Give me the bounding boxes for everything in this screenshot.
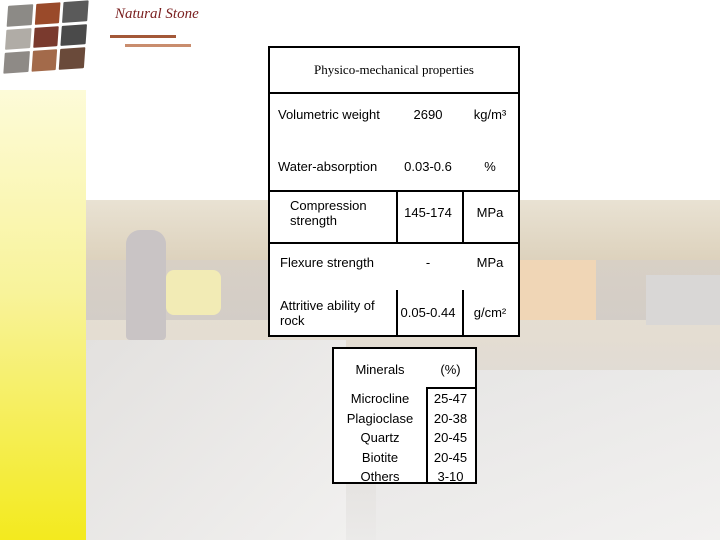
stone-tiles-logo: [3, 0, 88, 73]
property-label: Compression strength: [290, 197, 367, 228]
table-divider: [396, 290, 398, 335]
side-gradient-strip: [0, 90, 86, 540]
property-unit: %: [484, 159, 496, 174]
stone-tile: [5, 28, 31, 50]
mineral-value: 20-45: [433, 449, 468, 465]
property-row: [270, 96, 518, 133]
photo-compressor: [516, 260, 596, 320]
property-unit: MPa: [476, 255, 504, 270]
mineral-name: Biotite: [361, 449, 399, 465]
property-label: Attritive ability of rock: [280, 297, 375, 328]
mineral-value: 20-38: [433, 410, 468, 426]
minerals-unit-header: (%): [440, 361, 461, 377]
mineral-name: Others: [360, 469, 400, 485]
mineral-name: Plagioclase: [346, 410, 414, 426]
property-unit: g/cm²: [473, 305, 507, 320]
minerals-table: [332, 347, 477, 484]
mineral-value: 20-45: [433, 430, 468, 446]
property-value: 145-174: [404, 205, 452, 220]
stone-tile: [62, 0, 88, 22]
property-value: 0.05-0.44: [400, 305, 456, 320]
property-row: [270, 194, 518, 231]
photo-stone-block-left: [86, 340, 346, 540]
properties-table: [268, 46, 520, 337]
title-underline: [110, 35, 176, 38]
stone-tile: [3, 51, 29, 73]
table-divider: [462, 190, 464, 244]
property-value: 2690: [413, 107, 443, 122]
photo-boulder: [646, 275, 720, 325]
property-label: Volumetric weight: [278, 107, 380, 122]
mineral-names: [334, 389, 426, 487]
mineral-value: 3-10: [437, 469, 464, 485]
table-divider: [462, 290, 464, 335]
mineral-value: 25-47: [433, 391, 468, 407]
minerals-header: Minerals: [355, 361, 405, 377]
mineral-name: Microcline: [350, 391, 410, 407]
stone-tile: [61, 24, 87, 46]
property-value: -: [425, 255, 431, 270]
table-divider: [396, 190, 398, 244]
property-unit: kg/m³: [473, 107, 507, 122]
photo-worker: [126, 230, 166, 340]
property-row: [270, 294, 518, 331]
table-divider: [270, 190, 518, 192]
photo-yellow-tank: [166, 270, 221, 315]
property-unit: MPa: [476, 205, 504, 220]
table-divider: [426, 387, 475, 389]
stone-tile: [35, 2, 61, 24]
mineral-values: [426, 389, 475, 487]
property-label: Water-absorption: [278, 159, 378, 174]
site-title: Natural Stone: [115, 6, 199, 22]
stone-tile: [31, 49, 57, 71]
mineral-name: Quartz: [360, 430, 400, 446]
stone-tile: [7, 4, 33, 26]
property-row: [270, 244, 518, 281]
table-divider: [426, 389, 428, 482]
property-value: 0.03-0.6: [404, 159, 452, 174]
properties-table-title: Physico-mechanical properties: [270, 48, 518, 94]
title-underline-secondary: [125, 44, 191, 47]
stone-tile: [33, 26, 59, 48]
table-divider: [270, 242, 518, 244]
property-row: [270, 148, 518, 185]
property-label: Flexure strength: [280, 255, 374, 270]
stone-tile: [59, 48, 85, 70]
